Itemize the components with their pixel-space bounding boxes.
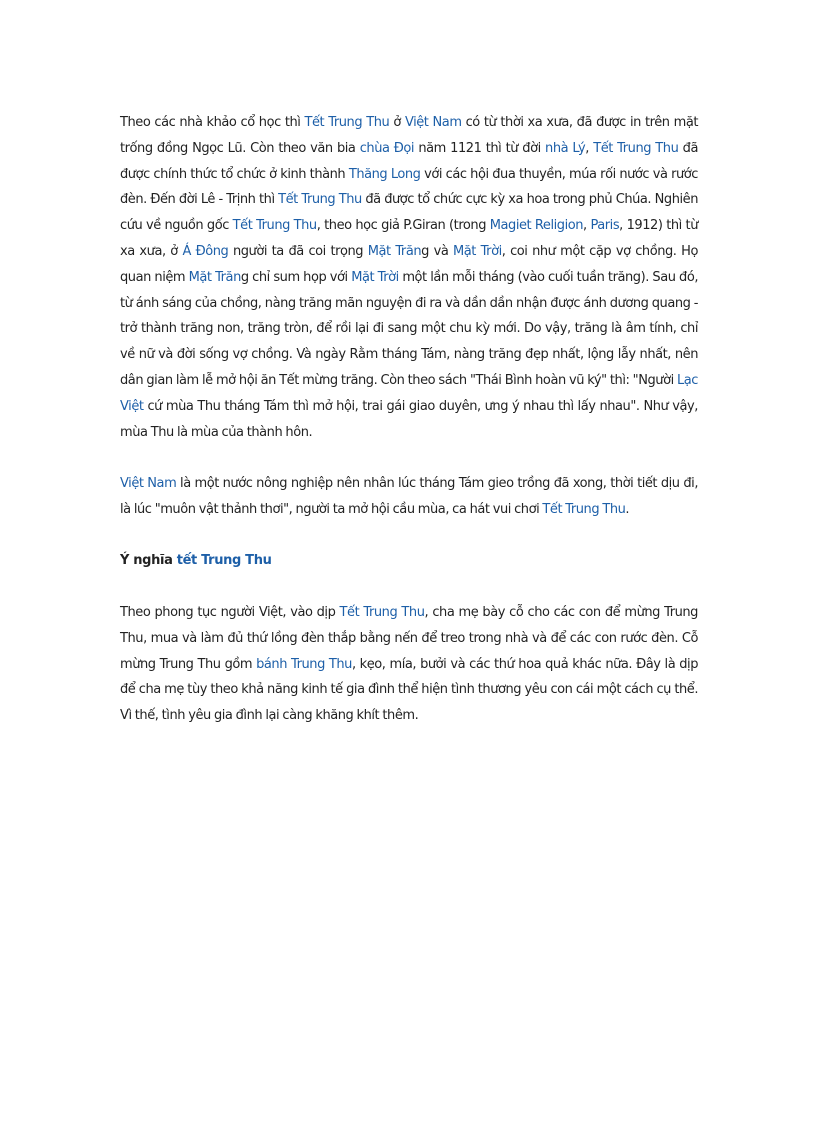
link-tet-trung-thu[interactable]: Tết Trung Thu xyxy=(339,604,425,620)
link-thang-long[interactable]: Thăng Long xyxy=(348,166,421,182)
link-mat-trang[interactable]: Mặt Trăn xyxy=(367,243,422,259)
paragraph-origin: Theo các nhà khảo cổ học thì Tết Trung Thu ở Việt Nam có từ thời xa xưa, đã được in trên mặt trống đồng Ngọc Lũ. Còn theo văn bia chùa Đọi năm 1121 thì từ đời nhà Lý, Tết Trung Thu đã được chính thức tổ chức ở kinh thành Thăng Long với các hội đua thuyền, múa rối nước và rước đèn. Đến đời Lê - Trịnh thì Tết Trung Thu đã được tổ chức cực kỳ xa hoa trong phủ Chúa. Nghiên cứu về nguồn gốc Tết Trung Thu, theo học giả P.Giran (trong Magiet Religion, Paris, 1912) thì từ xa xưa, ở Á Đông người ta đã coi trọng Mặt Trăng và Mặt Trời, coi như một cặp vợ chồng. Họ quan niệm Mặt Trăng chỉ sum họp với Mặt Trời một lần mỗi tháng (vào cuối tuần trăng). Sau đó, từ ánh sáng của chồng, nàng trăng mãn nguyện đi ra và dần dần nhận được ánh dương quang - trở thành trăng non, trăng tròn, để rồi lại đi sang một chu kỳ mới. Do vậy, trăng là âm tính, chỉ về nữ và đời sống vợ chồng. Và ngày Rằm tháng Tám, nàng trăng đẹp nhất, lộng lẫy nhất, nên dân gian làm lễ mở hội ăn Tết mừng trăng. Còn theo sách "Thái Bình hoàn vũ ký" thì: "Người Lạc Việt cứ mùa Thu tháng Tám thì mở hội, trai gái giao duyên, ưng ý nhau thì lấy nhau". Như vậy, mùa Thu là mùa của thành hôn. xyxy=(120,115,699,440)
link-tet-trung-thu[interactable]: Tết Trung Thu xyxy=(278,192,362,208)
link-paris[interactable]: Paris xyxy=(590,218,620,234)
link-tet-trung-thu-heading[interactable]: tết Trung Thu xyxy=(176,552,272,568)
document-page xyxy=(120,110,698,729)
link-viet-nam[interactable]: Việt Nam xyxy=(120,476,177,492)
link-mat-troi[interactable]: Mặt Trời xyxy=(453,243,502,259)
link-nha-ly[interactable]: nhà Lý xyxy=(545,140,586,156)
link-tet-trung-thu[interactable]: Tết Trung Thu xyxy=(593,140,679,156)
link-tet-trung-thu[interactable]: Tết Trung Thu xyxy=(232,218,317,234)
section-heading: Ý nghĩa tết Trung Thu xyxy=(120,552,272,568)
link-chua-doi[interactable]: chùa Đọi xyxy=(359,140,415,156)
link-banh-trung-thu[interactable]: bánh Trung Thu xyxy=(256,656,352,672)
paragraph-meaning: Theo phong tục người Việt, vào dịp Tết Trung Thu, cha mẹ bày cỗ cho các con để mừng Trung Thu, mua và làm đủ thứ lồng đèn thắp bằng nến để treo trong nhà và để các con rước đèn. Cỗ mừng Trung Thu gồm bánh Trung Thu, kẹo, mía, bưởi và các thứ hoa quả khác nữa. Đây là dịp để cha mẹ tùy theo khả năng kinh tế gia đình thể hiện tình thương yêu con cái một cách cụ thể. Vì thế, tình yêu gia đình lại càng khăng khít thêm. xyxy=(120,604,698,724)
link-lac-viet[interactable]: Lạc Việt xyxy=(120,372,698,414)
link-mat-troi[interactable]: Mặt Trời xyxy=(351,269,399,285)
link-tet-trung-thu[interactable]: Tết Trung Thu xyxy=(542,502,626,518)
link-magiet-religion[interactable]: Magiet Religion xyxy=(489,218,584,234)
link-viet-nam[interactable]: Việt Nam xyxy=(404,115,462,130)
link-mat-trang[interactable]: Mặt Trăn xyxy=(188,269,241,285)
link-a-dong[interactable]: Á Đông xyxy=(182,243,229,259)
paragraph-agriculture: Việt Nam là một nước nông nghiệp nên nhân lúc tháng Tám gieo trồng đã xong, thời tiết dịu đi, là lúc "muôn vật thảnh thơi", người ta mở hội cầu mùa, ca hát vui chơi Tết Trung Thu. xyxy=(120,476,699,518)
link-tet-trung-thu[interactable]: Tết Trung Thu xyxy=(304,115,390,130)
